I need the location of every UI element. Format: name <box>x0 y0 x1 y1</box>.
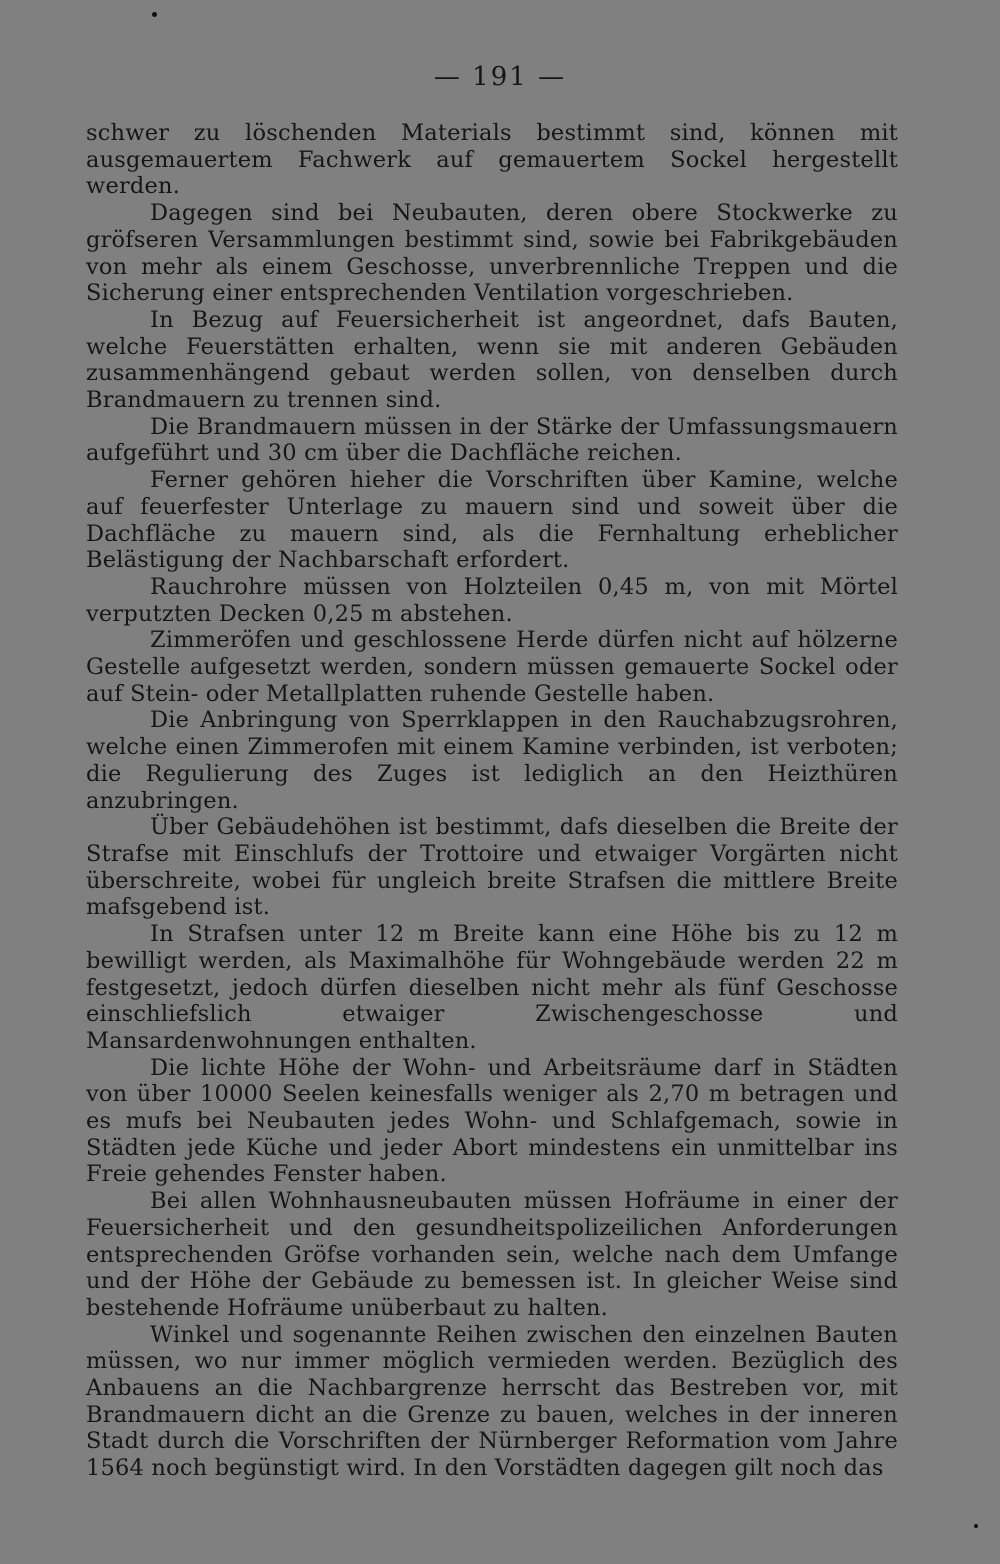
paragraph: Zimmeröfen und geschlossene Herde dürfen nicht auf hölzerne Gestelle aufgesetzt werden, sondern müssen gemauerte Sockel oder auf Stein- oder Metallplatten ruhende Gestelle haben. <box>86 627 898 707</box>
paragraph: Die Anbringung von Sperrklappen in den Rauchabzugsrohren, welche einen Zimmerofen mit einem Kamine verbinden, ist verboten; die Regulierung des Zuges ist lediglich an den Heizthüren anzubringen. <box>86 707 898 814</box>
paragraph: In Strafsen unter 12 m Breite kann eine Höhe bis zu 12 m bewilligt werden, als Maximalhöhe für Wohngebäude werden 22 m festgesetzt, jedoch dürfen dieselben nicht mehr als fünf Geschosse einschliefslich etwaiger Zwischengeschosse und Mansardenwohnungen enthalten. <box>86 921 898 1054</box>
paragraph: Die lichte Höhe der Wohn- und Arbeitsräume darf in Städten von über 10000 Seelen keinesfalls weniger als 2,70 m betragen und es mufs bei Neubauten jedes Wohn- und Schlafgemach, sowie in Städten jede Küche und jeder Abort mindestens ein unmittelbar ins Freie gehendes Fenster haben. <box>86 1054 898 1188</box>
paragraph: Die Brandmauern müssen in der Stärke der Umfassungsmauern aufgeführt und 30 cm über die Dachfläche reichen. <box>86 413 898 467</box>
paragraph: schwer zu löschenden Materials bestimmt sind, können mit ausgemauertem Fachwerk auf gemauertem Sockel hergestellt werden. <box>86 120 898 200</box>
paragraph: In Bezug auf Feuersicherheit ist angeordnet, dafs Bauten, welche Feuerstätten erhalten, wenn sie mit anderen Gebäuden zusammenhängend gebaut werden sollen, von denselben durch Brandmauern zu trennen sind. <box>86 306 898 414</box>
speck-mark <box>974 1524 978 1528</box>
paragraph: Bei allen Wohnhausneubauten müssen Hofräume in einer der Feuersicherheit und den gesundheitspolizeilichen Anforderungen entsprechenden Gröfse vorhanden sein, welche nach dem Umfange und der Höhe der Gebäude zu bemessen ist. In gleicher Weise sind bestehende Hofräume unüberbaut zu halten. <box>86 1188 898 1321</box>
speck-mark <box>152 12 157 17</box>
paragraph: Rauchrohre müssen von Holzteilen 0,45 m, von mit Mörtel verputzten Decken 0,25 m abstehen. <box>86 573 898 627</box>
paragraph: Dagegen sind bei Neubauten, deren obere Stockwerke zu gröfseren Versammlungen bestimmt sind, sowie bei Fabrikgebäuden von mehr als einem Geschosse, unverbrennliche Treppen und die Sicherung einer entsprechenden Ventilation vorgeschrieben. <box>86 200 898 307</box>
page-number: — 191 — <box>433 62 567 92</box>
paragraph: Über Gebäudehöhen ist bestimmt, dafs dieselben die Breite der Strafse mit Einschlufs der Trottoire und etwaiger Vorgärten nicht überschreite, wobei für ungleich breite Strafsen die mittlere Breite mafsgebend ist. <box>86 814 898 921</box>
paragraph: Winkel und sogenannte Reihen zwischen den einzelnen Bauten müssen, wo nur immer möglich vermieden werden. Bezüglich des Anbauens an die Nachbargrenze herrscht das Bestreben vor, mit Brandmauern dicht an die Grenze zu bauen, welches in der inneren Stadt durch die Vorschriften der Nürnberger Reformation vom Jahre 1564 noch begünstigt wird. In den Vorstädten dagegen gilt noch das <box>86 1321 898 1482</box>
paragraph: Ferner gehören hieher die Vorschriften über Kamine, welche auf feuerfester Unterlage zu mauern sind und soweit über die Dachfläche zu mauern sind, als die Fernhaltung erheblicher Belästigung der Nachbarschaft erfordert. <box>86 467 898 574</box>
body-text <box>86 120 898 1482</box>
